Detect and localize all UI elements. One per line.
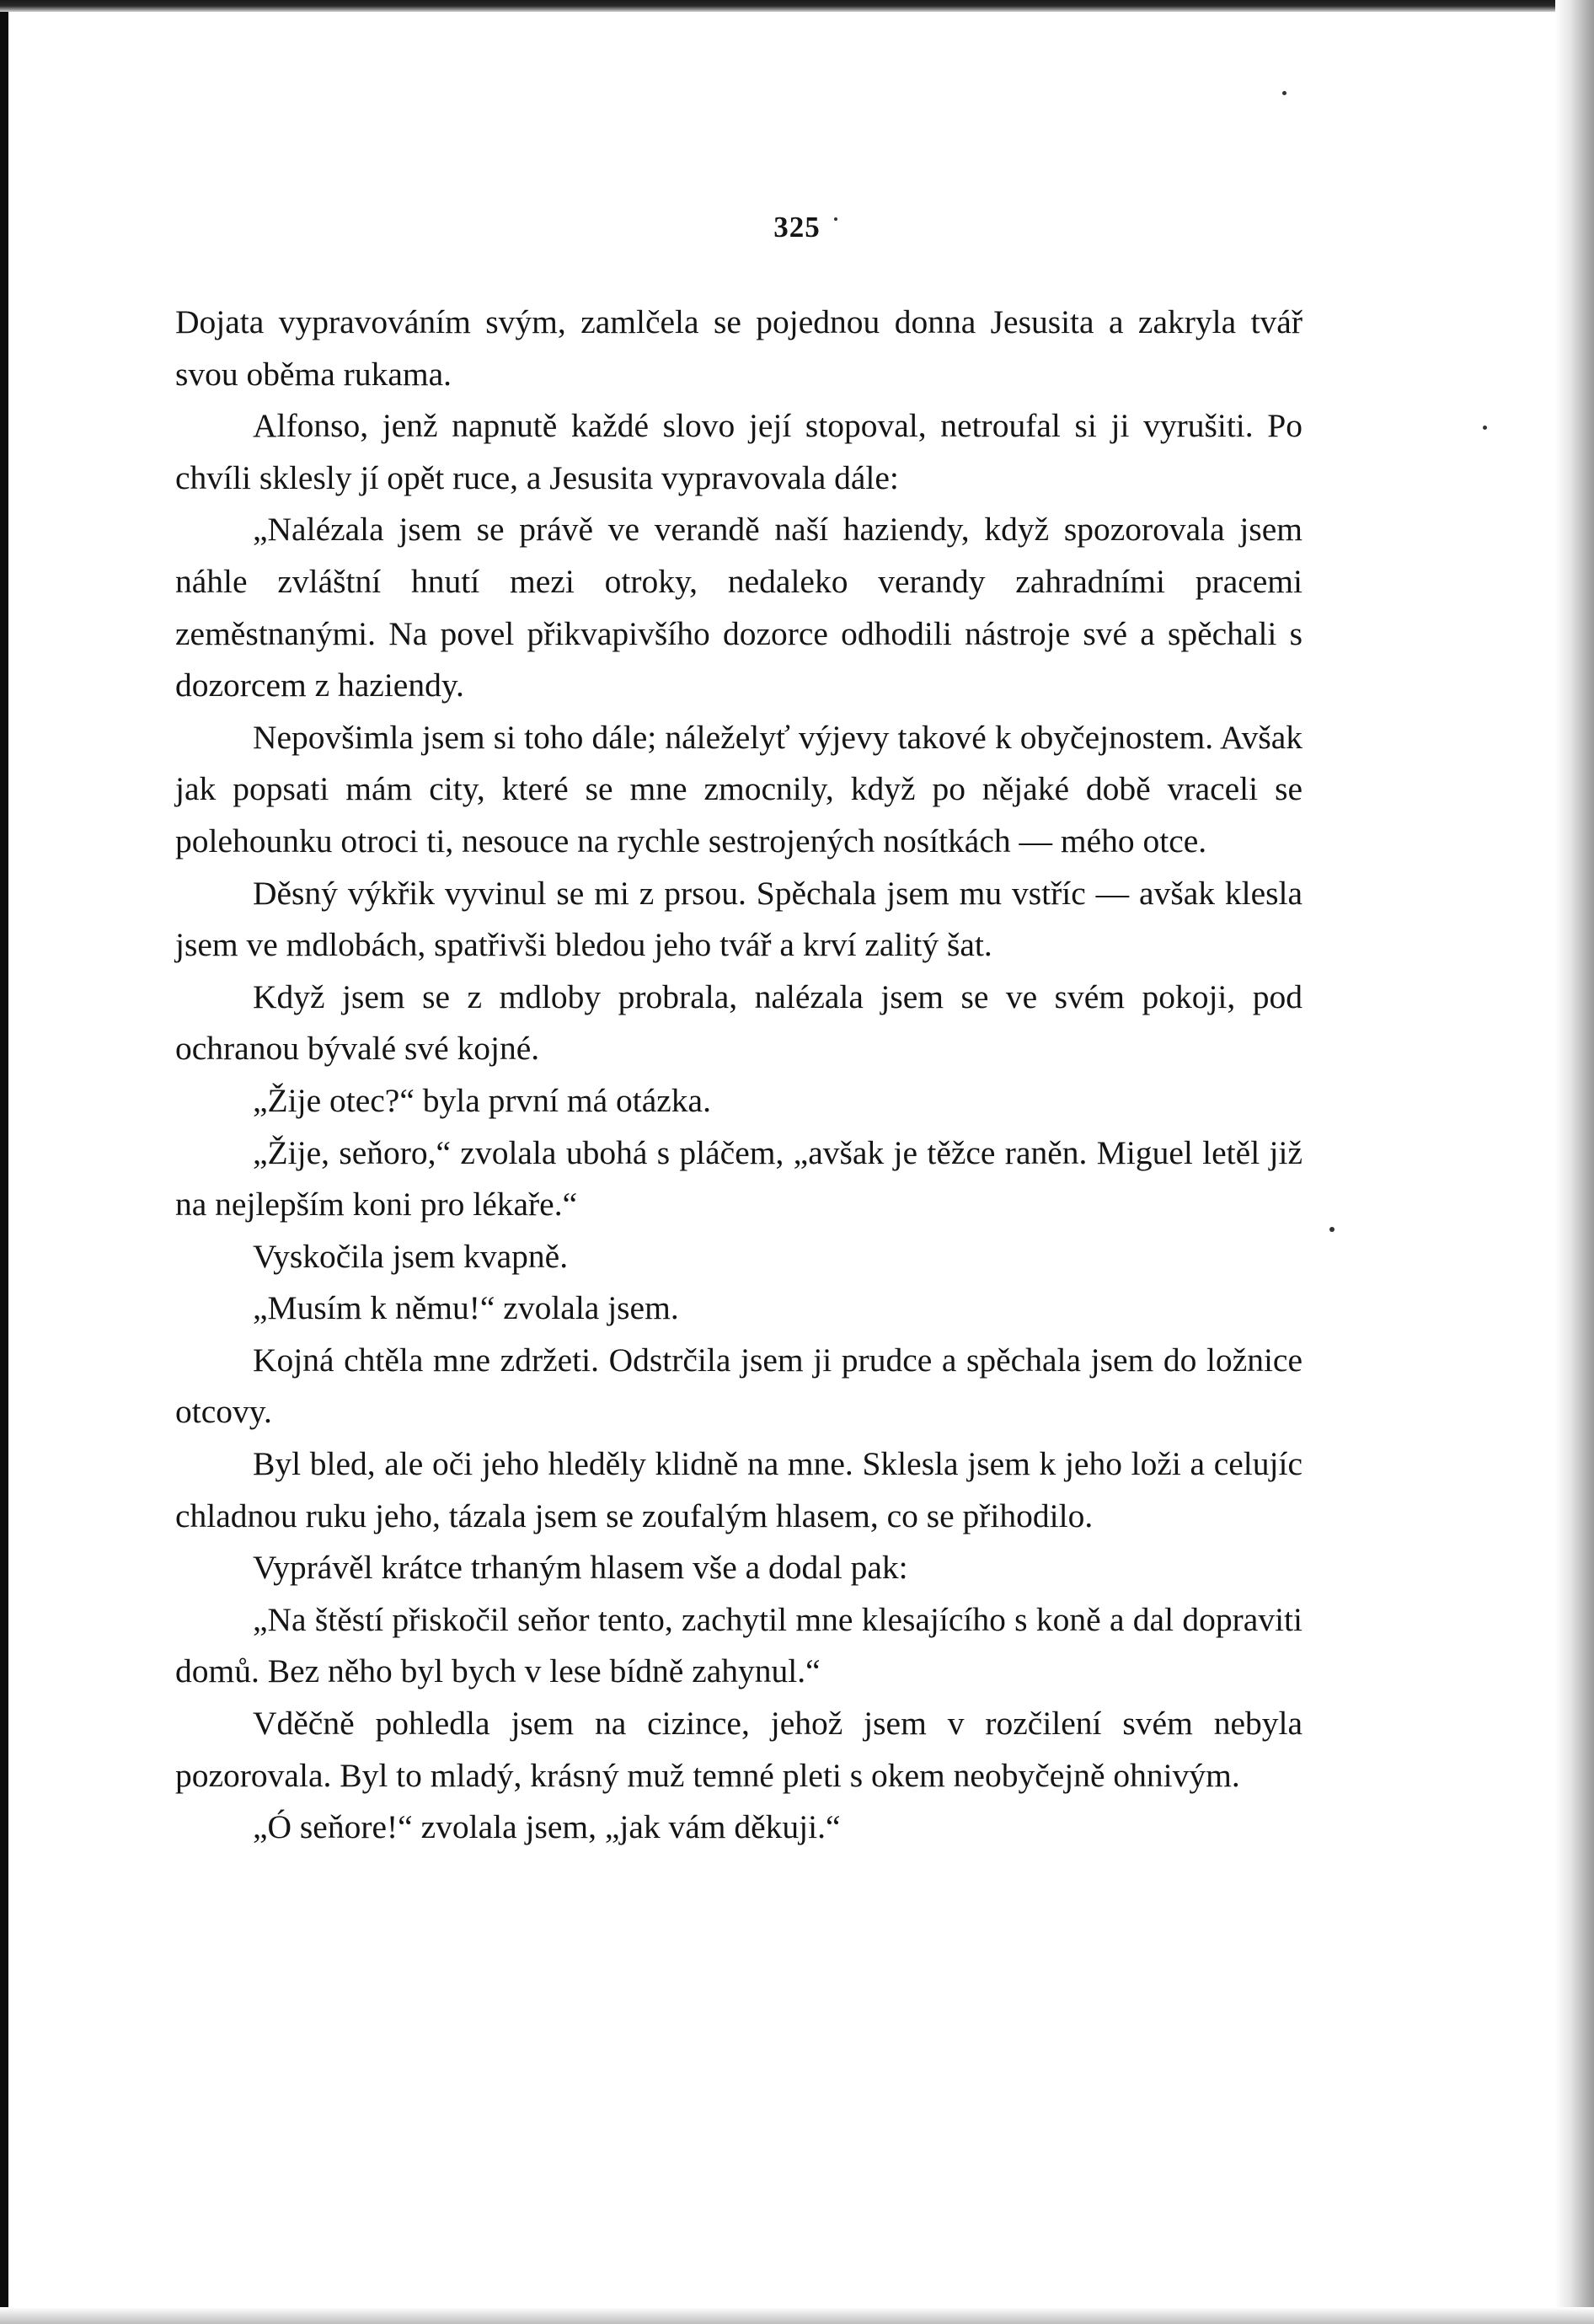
paragraph: Vyprávěl krátce trhaným hlasem vše a dodal pak: (253, 1549, 908, 1587)
paragraph: „Žije, seňoro,“ zvolala ubohá s pláčem, „avšak je těžce raněn. Miguel letěl již na nejlepším koni pro lékaře.“ (175, 1133, 1302, 1224)
paragraph: „Na štěstí přiskočil seňor tento, zachytil mne klesajícího s koně a dal dopraviti domů. Bez něho byl bych v lese bídně zahynul.“ (175, 1600, 1302, 1690)
scan-edge-right (1555, 0, 1594, 2324)
paragraph: Byl bled, ale oči jeho hleděly klidně na mne. Sklesla jsem k jeho loži a celujíc chladnou ruku jeho, tázala jsem se zoufalým hlasem, co se přihodilo. (175, 1445, 1302, 1534)
paragraph: „Musím k němu!“ zvolala jsem. (253, 1289, 679, 1327)
paragraph: „Nalézala jsem se právě ve verandě naší haziendy, když spozorovala jsem náhle zvláštní hnutí mezi otroky, nedaleko verandy zahradními pracemi zeměstnanými. Na povel přikvapivšího dozorce odhodili nástroje své a spěchali s dozorcem z haziendy. (175, 511, 1302, 704)
page-text (175, 297, 1302, 1854)
page-number: 325 (773, 211, 821, 244)
paragraph: Děsný výkřik vyvinul se mi z prsou. Spěchala jsem mu vstříc — avšak klesla jsem ve mdlobách, spatřivši bledou jeho tvář a krví zalitý šat. (175, 874, 1302, 964)
paragraph: Alfonso, jenž napnutě každé slovo její stopoval, netroufal si ji vyrušiti. Po chvíli sklesly jí opět ruce, a Jesusita vypravovala dále: (175, 407, 1302, 496)
scan-speck (1282, 91, 1286, 95)
paragraph: Kojná chtěla mne zdržeti. Odstrčila jsem ji prudce a spěchala jsem do ložnice otcovy. (175, 1341, 1302, 1431)
scan-speck (1329, 1227, 1335, 1232)
scan-edge-bottom (0, 2307, 1594, 2324)
scan-edge-left (0, 0, 8, 2324)
scan-speck (1483, 426, 1487, 430)
paragraph: Když jsem se z mdloby probrala, nalézala jsem se ve svém pokoji, pod ochranou bývalé své kojné. (175, 977, 1302, 1068)
scan-edge-top (0, 0, 1594, 12)
paragraph: Vyskočila jsem kvapně. (253, 1237, 569, 1275)
paragraph: Dojata vypravováním svým, zamlčela se pojednou donna Jesusita a zakryla tvář svou oběma rukama. (175, 303, 1302, 393)
paragraph: „Ó seňore!“ zvolala jsem, „jak vám děkuji.“ (253, 1808, 841, 1846)
paragraph: Vděčně pohledla jsem na cizince, jehož jsem v rozčilení svém nebyla pozorovala. Byl to mladý, krásný muž temné pleti s okem neobyčejně ohnivým. (175, 1705, 1302, 1794)
paragraph: „Žije otec?“ byla první má otázka. (253, 1081, 711, 1119)
paragraph: Nepovšimla jsem si toho dále; náleželyť výjevy takové k obyčejnostem. Avšak jak popsati mám city, které se mne zmocnily, když po nějaké době vraceli se polehounku otroci ti, nesouce na rychle sestrojených nosítkách — mého otce. (175, 718, 1302, 859)
